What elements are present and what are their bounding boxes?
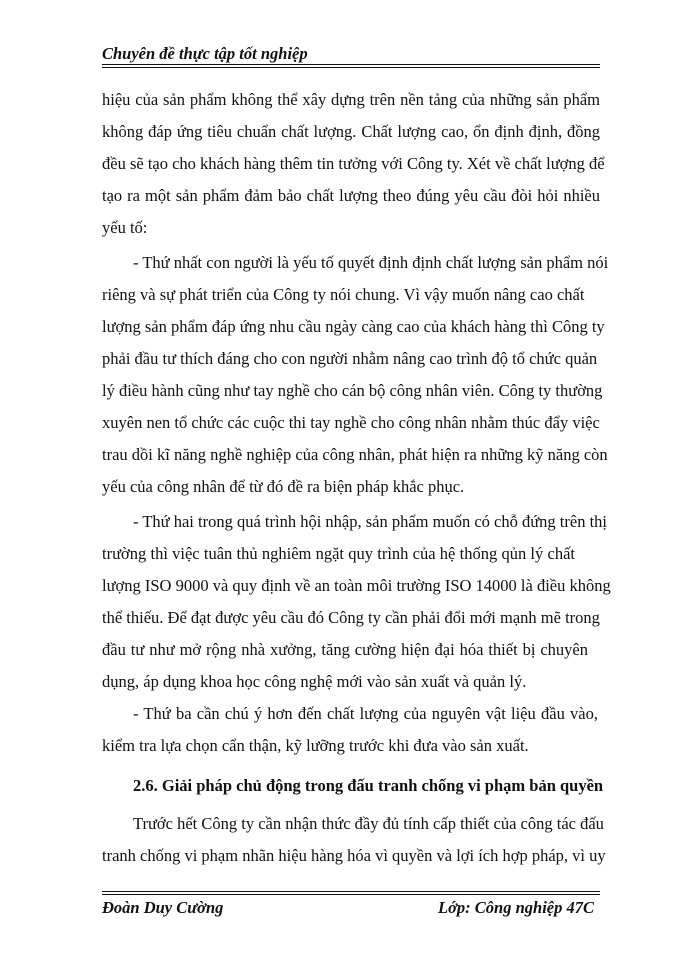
paragraph-line: lượng ISO 9000 và quy định về an toàn môi trường ISO 14000 là điều không (102, 576, 611, 595)
paragraph-line: không đáp ứng tiêu chuẩn chất lượng. Chất lượng cao, ổn định định, đồng (102, 122, 600, 141)
paragraph-line: riêng và sự phát triển của Công ty nói chung. Vì vậy muốn nâng cao chất (102, 285, 585, 304)
paragraph-line: trường thì việc tuân thủ nghiêm ngặt quy trình của hệ thống qủn lý chất (102, 544, 575, 563)
footer-rule (102, 891, 600, 895)
paragraph-line: - Thứ hai trong quá trình hội nhập, sản phẩm muốn có chỗ đứng trên thị (133, 512, 607, 531)
paragraph-line: lý điều hành cũng như tay nghề cho cán bộ công nhân viên. Công ty thường (102, 381, 603, 400)
paragraph-line: yếu tố: (102, 218, 148, 237)
footer-author: Đoàn Duy Cường (102, 898, 224, 917)
footer-class: Lớp: Công nghiệp 47C (438, 898, 595, 917)
paragraph-line: - Thứ nhất con người là yếu tố quyết định định chất lượng sản phẩm nói (133, 253, 609, 272)
paragraph-line: đầu tư như mở rộng nhà xưởng, tăng cường hiện đại hóa thiết bị chuyên (102, 640, 588, 659)
paragraph-line: xuyên nen tổ chức các cuộc thi tay nghề cho công nhân nhằm thúc đẩy việc (102, 413, 600, 432)
paragraph-line: - Thứ ba cần chú ý hơn đến chất lượng của nguyên vật liệu đầu vào, (133, 704, 598, 723)
paragraph-line: kiểm tra lựa chọn cẩn thận, kỹ lưỡng trước khi đưa vào sản xuất. (102, 736, 529, 755)
paragraph-line: lượng sản phẩm đáp ứng nhu cầu ngày càng cao của khách hàng thì Công ty (102, 317, 605, 336)
paragraph-line: tạo ra một sản phẩm đảm bảo chất lượng theo đúng yêu cầu đòi hỏi nhiều (102, 186, 600, 205)
section-heading: 2.6. Giải pháp chủ động trong đấu tranh chống vi phạm bản quyền (133, 776, 604, 795)
paragraph-line: yếu của công nhân để từ đó đề ra biện pháp khắc phục. (102, 477, 465, 496)
header-rule (102, 64, 600, 68)
paragraph-line: đều sẽ tạo cho khách hàng thêm tin tưởng với Công ty. Xét về chất lượng để (102, 154, 605, 173)
paragraph-line: hiệu của sản phẩm không thể xây dựng trên nền tảng của những sản phẩm (102, 90, 600, 109)
paragraph-line: thể thiếu. Để đạt được yêu cầu đó Công ty cần phải đổi mới mạnh mẽ trong (102, 608, 600, 627)
paragraph-line: tranh chống vi phạm nhãn hiệu hàng hóa vì quyền và lợi ích hợp pháp, vì uy (102, 846, 606, 865)
header-title: Chuyên đề thực tập tốt nghiệp (102, 44, 308, 63)
paragraph-line: dụng, áp dụng khoa học công nghệ mới vào sản xuất và quản lý. (102, 672, 527, 691)
paragraph-line: trau dồi kĩ năng nghề nghiệp của công nhân, phát hiện ra những kỹ năng còn (102, 445, 608, 464)
paragraph-line: Trước hết Công ty cần nhận thức đầy đủ tính cấp thiết của công tác đấu (133, 814, 604, 833)
paragraph-line: phải đầu tư thích đáng cho con người nhằm nâng cao trình độ tổ chức quản (102, 349, 598, 368)
